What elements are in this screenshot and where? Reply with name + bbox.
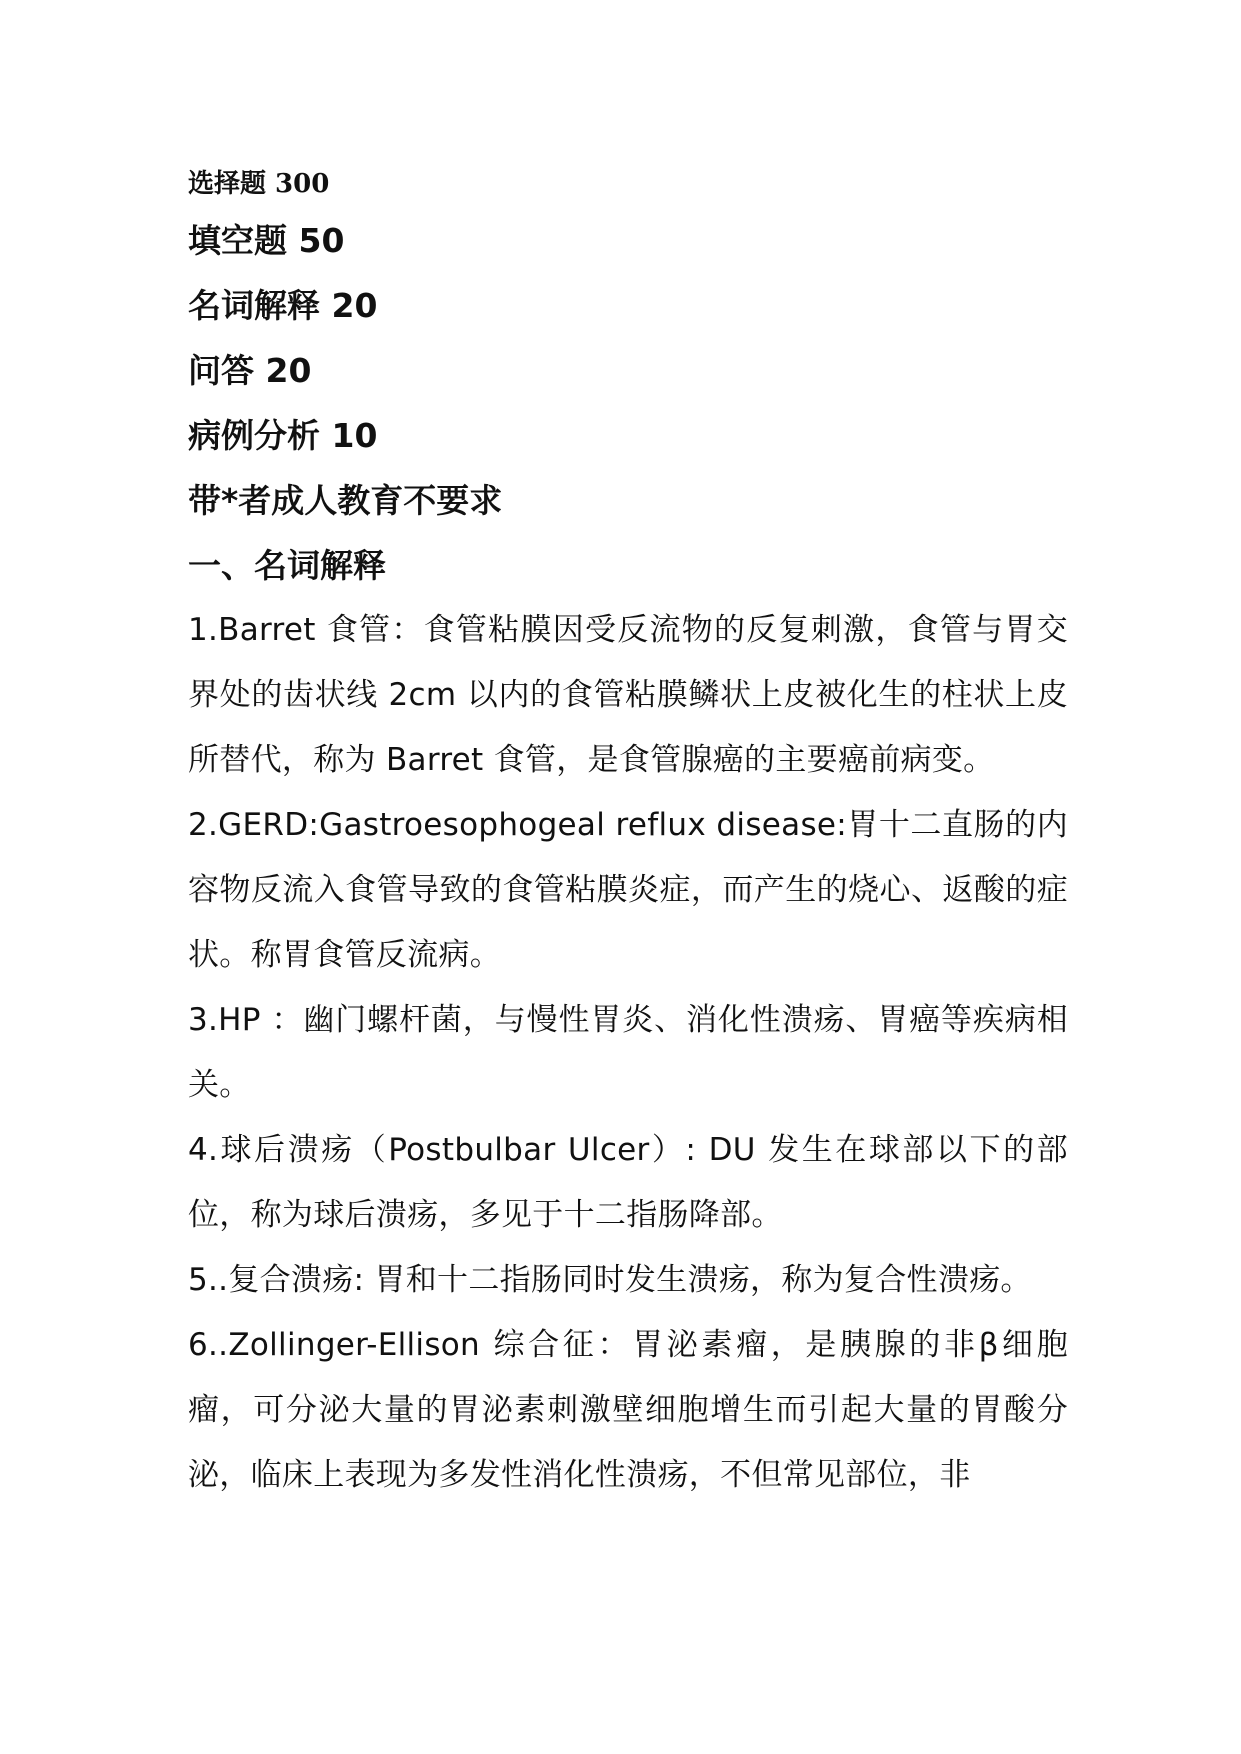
- question-type-multiple-choice: 选择题 300: [188, 169, 330, 199]
- entry-hp: 3.HP ：幽门螺杆菌，与慢性胃炎、消化性溃疡、胃癌等疾病相关。: [188, 1002, 1068, 1103]
- question-type-case-analysis: 病例分析 10: [188, 416, 378, 455]
- entry-compound-ulcer: 5..复合溃疡: 胃和十二指肠同时发生溃疡，称为复合性溃疡。: [188, 1262, 1032, 1298]
- question-type-fill-blank: 填空题 50: [188, 221, 345, 260]
- entry-zollinger-ellison: 6..Zollinger-Ellison 综合征：胃泌素瘤，是胰腺的非β细胞瘤，可分泌大量的胃泌素刺激壁细胞增生而引起大量的胃酸分泌，临床上表现为多发性消化性溃疡，不但常见部位，非: [188, 1327, 1068, 1493]
- question-type-short-answer: 问答 20: [188, 351, 312, 390]
- question-type-term-definition: 名词解释 20: [188, 286, 378, 325]
- entry-barret-esophagus: 1.Barret 食管：食管粘膜因受反流物的反复刺激，食管与胃交界处的齿状线 2cm 以内的食管粘膜鳞状上皮被化生的柱状上皮所替代，称为 Barret 食管，是食管腺癌的主要癌前病变。: [188, 612, 1068, 778]
- adult-education-note: 带*者成人教育不要求: [188, 481, 503, 520]
- section-title: 一、名词解释: [188, 546, 386, 585]
- entry-gerd: 2.GERD:Gastroesophogeal reflux disease:胃十二直肠的内容物反流入食管导致的食管粘膜炎症，而产生的烧心、返酸的症状。称胃食管反流病。: [188, 807, 1068, 973]
- document-page: [188, 160, 1068, 1508]
- entry-postbulbar-ulcer: 4.球后溃疡（Postbulbar Ulcer）: DU 发生在球部以下的部位，称为球后溃疡，多见于十二指肠降部。: [188, 1132, 1068, 1233]
